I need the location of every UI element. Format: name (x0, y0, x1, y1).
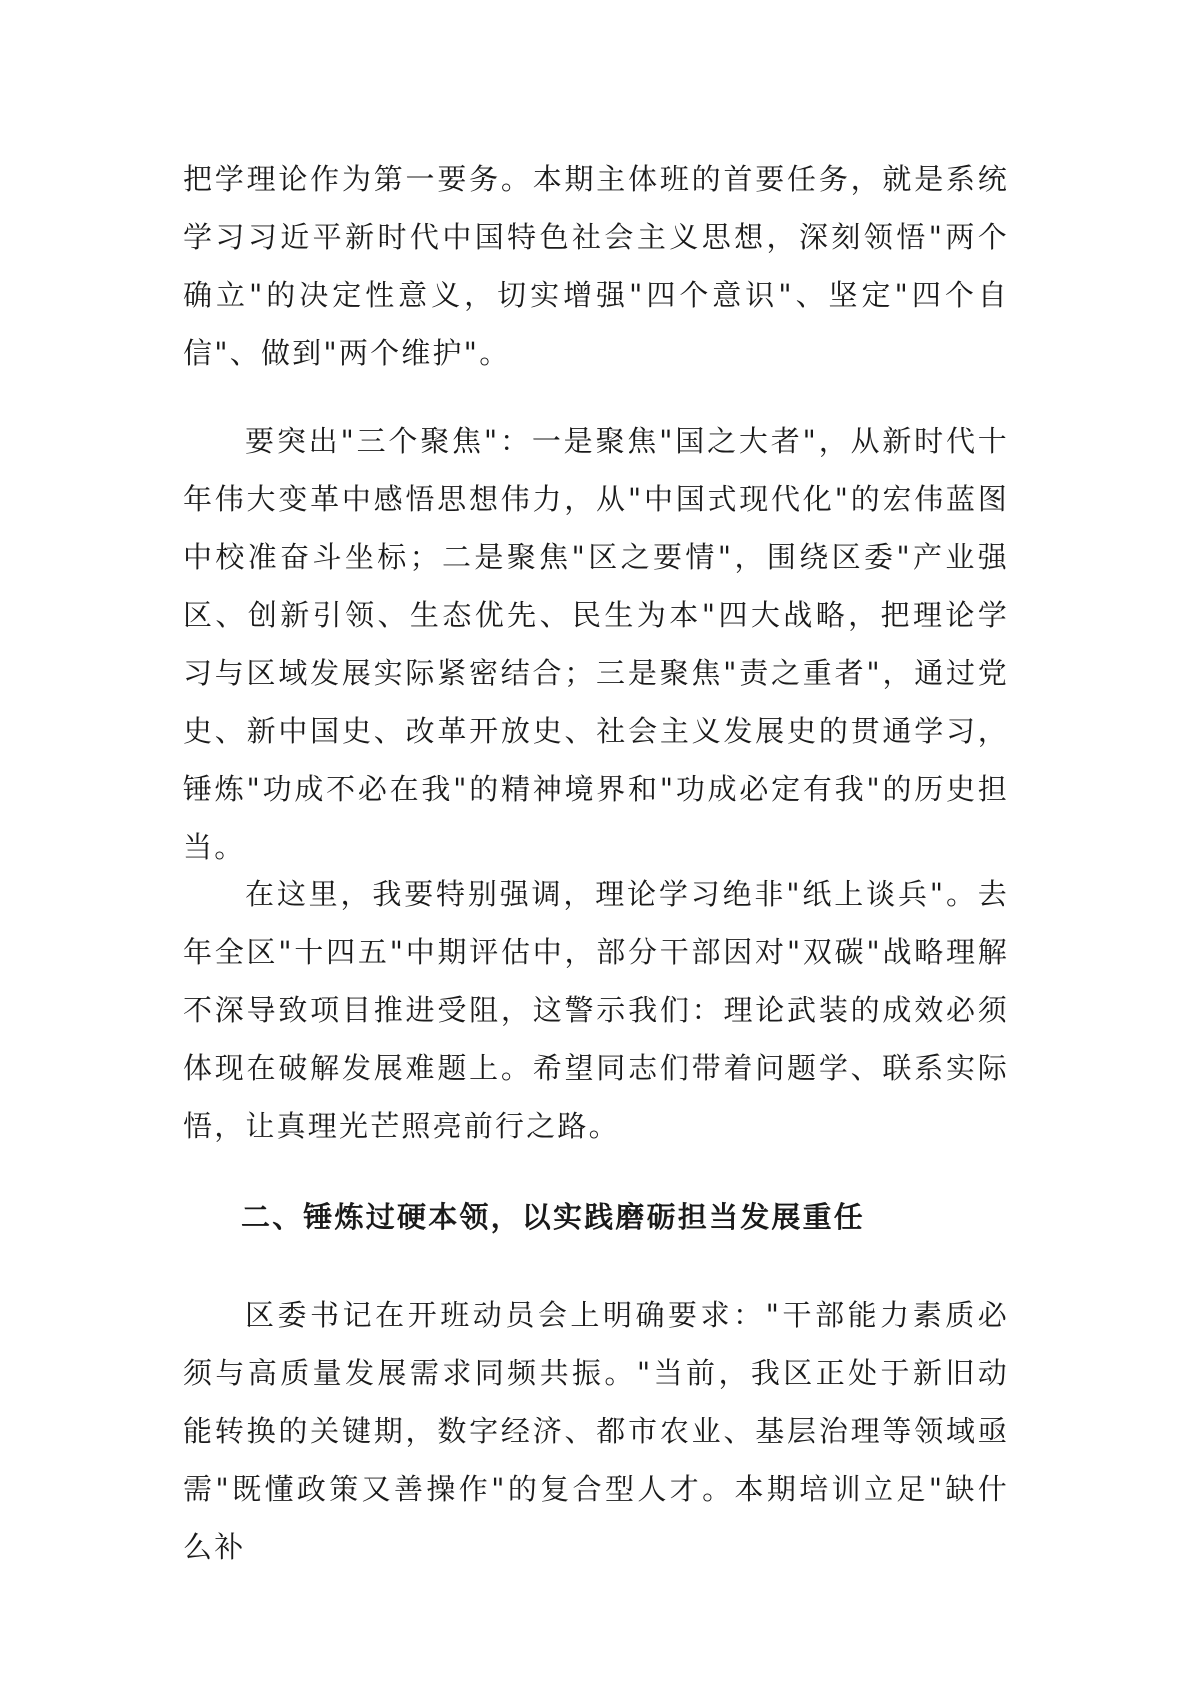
paragraph-theory-not-empty-talk: 在这里，我要特别强调，理论学习绝非"纸上谈兵"。去年全区"十四五"中期评估中，部分干部因对"双碳"战略理解不深导致项目推进受阻，这警示我们：理论武装的成效必须体现在破解发展难题上。希望同志们带着问题学、联系实际悟，让真理光芒照亮前行之路。 (183, 877, 1009, 1143)
paragraph-three-focuses: 要突出"三个聚焦"：一是聚焦"国之大者"，从新时代十年伟大变革中感悟思想伟力，从"中国式现代化"的宏伟蓝图中校准奋斗坐标；二是聚焦"区之要情"，围绕区委"产业强区、创新引领、生态优先、民生为本"四大战略，把理论学习与区域发展实际紧密结合；三是聚焦"责之重者"，通过党史、新中国史、改革开放史、社会主义发展史的贯通学习，锤炼"功成不必在我"的精神境界和"功成必定有我"的历史担当。 (183, 424, 1009, 864)
paragraph-district-secretary-requirements: 区委书记在开班动员会上明确要求："干部能力素质必须与高质量发展需求同频共振。"当前，我区正处于新旧动能转换的关键期，数字经济、都市农业、基层治理等领域亟需"既懂政策又善操作"的复合型人才。本期培训立足"缺什么补 (183, 1298, 1009, 1564)
section-heading-two: 二、锤炼过硬本领，以实践磨砺担当发展重任 (241, 1200, 866, 1234)
paragraph-theory-first-task: 把学理论作为第一要务。本期主体班的首要任务，就是系统学习习近平新时代中国特色社会主义思想，深刻领悟"两个确立"的决定性意义，切实增强"四个意识"、坚定"四个自信"、做到"两个维护"。 (183, 162, 1009, 370)
